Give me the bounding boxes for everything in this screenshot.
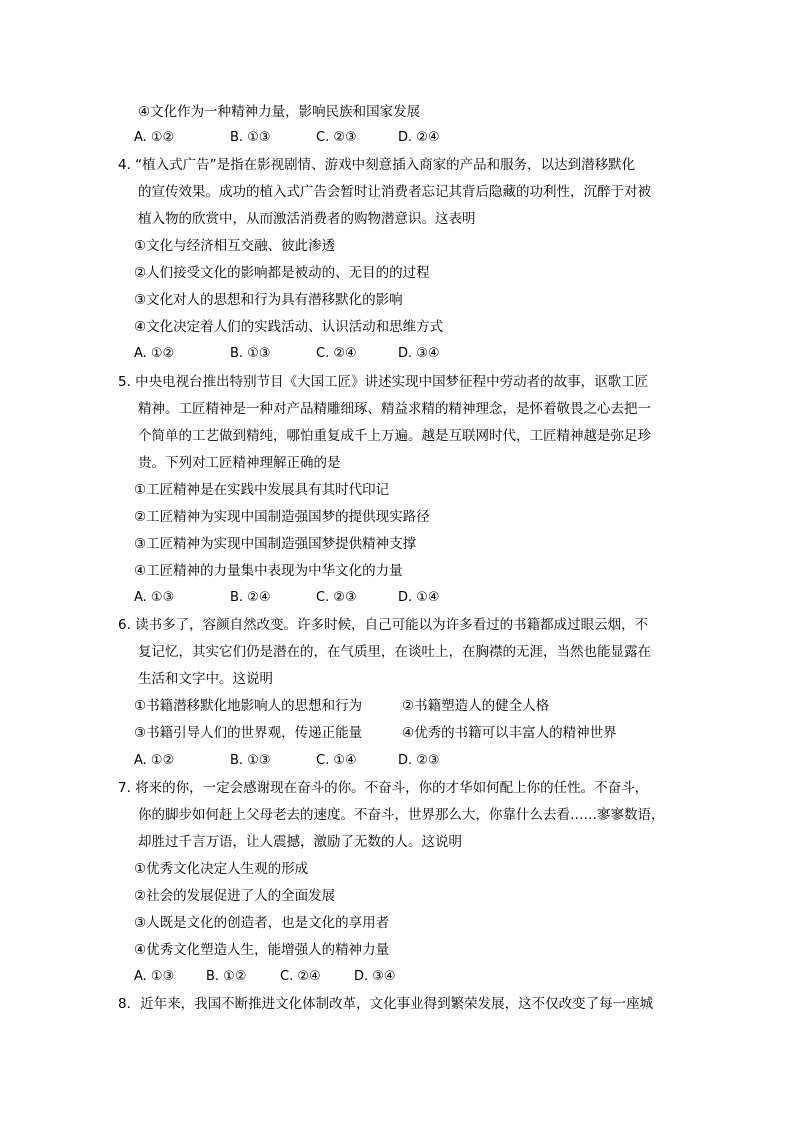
- q7-option-b: B. ①②: [206, 969, 247, 984]
- q7-stem-line-3: 却胜过千言万语，让人震撼，激励了无数的人。这说明: [138, 834, 462, 850]
- q7-item-3: ③人既是文化的创造者，也是文化的享用者: [134, 915, 390, 931]
- q7-option-c: C. ②④: [280, 969, 321, 984]
- q7-item-1: ①优秀文化决定人生观的形成: [134, 861, 309, 877]
- q5-item-4: ④工匠精神的力量集中表现为中华文化的力量: [134, 563, 403, 579]
- q3-option-a: A. ①②: [134, 130, 175, 145]
- q5-option-c: C. ②③: [316, 590, 357, 605]
- q7-option-d: D. ③④: [354, 969, 396, 984]
- q6-stem-line-2: 复记忆，其实它们仍是潜在的，在气质里，在谈吐上，在胸襟的无涯，当然也能显露在: [138, 644, 651, 660]
- q3-item-4: ④文化作为一种精神力量，影响民族和国家发展: [138, 104, 421, 120]
- q6-item-2: ②书籍塑造人的健全人格: [402, 698, 550, 714]
- q4-option-a: A. ①②: [134, 346, 175, 361]
- q4-stem-line-1: 4. “植入式广告”是指在影视剧情、游戏中刻意插入商家的产品和服务，以达到潜移默化: [118, 157, 636, 173]
- q6-stem-line-3: 生活和文字中。这说明: [138, 671, 273, 687]
- q6-option-a: A. ①②: [134, 753, 175, 768]
- q4-stem-line-2: 的宣传效果。成功的植入式广告会暂时让消费者忘记其背后隐藏的功利性，沉醉于对被: [138, 184, 651, 200]
- q3-option-c: C. ②③: [316, 130, 357, 145]
- q4-item-1: ①文化与经济相互交融、彼此渗透: [134, 238, 336, 254]
- q5-option-a: A. ①③: [134, 590, 175, 605]
- q5-stem-line-3: 个简单的工艺做到精纯，哪怕重复成千上万遍。越是互联网时代，工匠精神越是弥足珍: [138, 428, 651, 444]
- q7-stem-line-1: 7. 将来的你，一定会感谢现在奋斗的你。不奋斗，你的才华如何配上你的任性。不奋斗，: [118, 780, 649, 796]
- q5-option-b: B. ②④: [230, 590, 271, 605]
- q6-item-3: ③书籍引导人们的世界观，传递正能量: [134, 725, 363, 741]
- q7-stem-line-2: 你的脚步如何赶上父母老去的速度。不奋斗，世界那么大，你靠什么去看……寥寥数语，: [138, 807, 665, 823]
- q6-option-d: D. ②③: [398, 753, 440, 768]
- q4-item-2: ②人们接受文化的影响都是被动的、无目的的过程: [134, 265, 430, 281]
- q3-option-d: D. ②④: [398, 130, 440, 145]
- q5-option-d: D. ①④: [398, 590, 440, 605]
- q5-item-2: ②工匠精神为实现中国制造强国梦的提供现实路径: [134, 509, 430, 525]
- q4-stem-line-3: 植入物的欣赏中，从而激活消费者的购物潜意识。这表明: [138, 211, 476, 227]
- q5-stem-line-2: 精神。工匠精神是一种对产品精雕细琢、精益求精的精神理念，是怀着敬畏之心去把一: [138, 401, 651, 417]
- q6-option-c: C. ①④: [316, 753, 357, 768]
- q3-option-b: B. ①③: [230, 130, 271, 145]
- q5-stem-line-4: 贵。下列对工匠精神理解正确的是: [138, 455, 341, 471]
- q5-stem-line-1: 5. 中央电视台推出特别节目《大国工匠》讲述实现中国梦征程中劳动者的故事，讴歌工匠: [118, 374, 649, 390]
- q8-stem-line-1: 8．近年来，我国不断推进文化体制改革，文化事业得到繁荣发展，这不仅改变了每一座城: [118, 996, 654, 1012]
- q7-item-4: ④优秀文化塑造人生，能增强人的精神力量: [134, 942, 390, 958]
- q4-option-b: B. ①③: [230, 346, 271, 361]
- q6-option-b: B. ①③: [230, 753, 271, 768]
- q4-option-c: C. ②④: [316, 346, 357, 361]
- q4-item-3: ③文化对人的思想和行为具有潜移默化的影响: [134, 292, 403, 308]
- q5-item-1: ①工匠精神是在实践中发展具有其时代印记: [134, 482, 390, 498]
- q5-item-3: ③工匠精神为实现中国制造强国梦提供精神支撑: [134, 536, 417, 552]
- q6-stem-line-1: 6. 读书多了，容颜自然改变。许多时候，自己可能以为许多看过的书籍都成过眼云烟，不: [118, 617, 649, 633]
- q4-item-4: ④文化决定着人们的实践活动、认识活动和思维方式: [134, 319, 444, 335]
- q6-item-1: ①书籍潜移默化地影响人的思想和行为: [134, 698, 363, 714]
- q7-item-2: ②社会的发展促进了人的全面发展: [134, 888, 336, 904]
- q7-option-a: A. ①③: [134, 969, 175, 984]
- q6-item-4: ④优秀的书籍可以丰富人的精神世界: [402, 725, 617, 741]
- q4-option-d: D. ③④: [398, 346, 440, 361]
